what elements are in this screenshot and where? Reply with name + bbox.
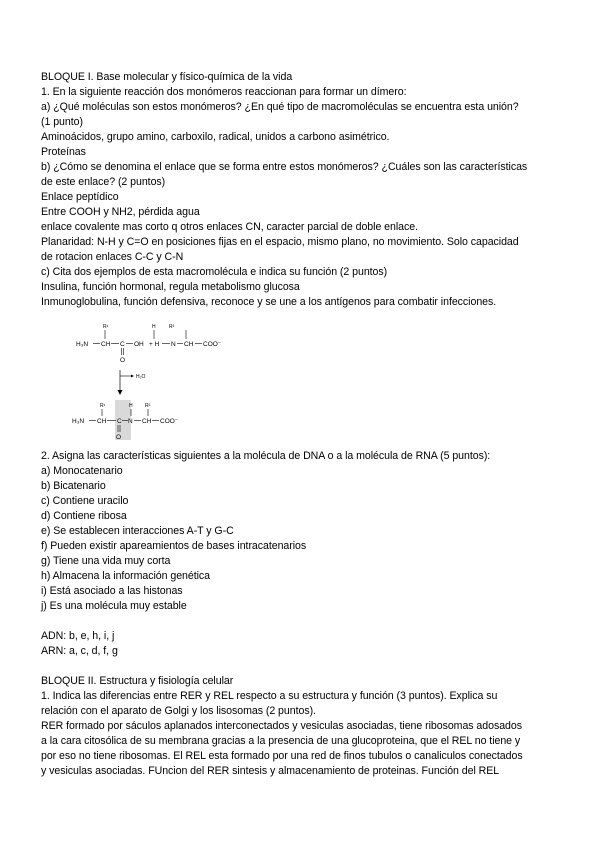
bloque2-question-1-line1: 1. Indica las diferencias entre RER y REL respecto a su estructura y función (3 puntos). Explica su bbox=[41, 690, 498, 702]
answer-1a-line1: Aminoácidos, grupo amino, carboxilo, radical, unidos a carbono asimétrico. bbox=[41, 131, 390, 143]
c-label: C bbox=[117, 418, 122, 425]
r1-label: R¹ bbox=[100, 403, 106, 409]
ch-label: CH bbox=[142, 418, 152, 425]
answer-1a-line2: Proteínas bbox=[41, 146, 86, 158]
answer-1b-line3: enlace covalente mas corto q otros enlaces CN, caracter parcial de doble enlace. bbox=[41, 221, 418, 233]
question-1a-line2: (1 punto) bbox=[41, 116, 83, 128]
h-label: H bbox=[129, 403, 133, 409]
list-item: f) Pueden existir apareamientos de bases intracatenarios bbox=[41, 540, 307, 552]
coo-label: COO⁻ bbox=[160, 418, 179, 425]
bloque2-answer-1-line4: y vesiculas asociadas. FUncion del RER sintesis y almacenamiento de proteinas. Función del REL bbox=[41, 765, 500, 777]
list-item: i) Está asociado a las histonas bbox=[41, 585, 183, 597]
arn-answer: ARN: a, c, d, f, g bbox=[41, 645, 118, 657]
n-label: N bbox=[128, 418, 133, 425]
water-label: H₂O bbox=[136, 374, 146, 380]
answer-1b-line1: Enlace peptídico bbox=[41, 191, 119, 203]
answer-1c-line1: Insulina, función hormonal, regula metabolismo glucosa bbox=[41, 281, 300, 293]
o-label: O bbox=[116, 434, 122, 441]
h-label: H bbox=[152, 324, 156, 330]
r1-label: R¹ bbox=[103, 324, 109, 330]
r2-label: R² bbox=[169, 324, 175, 330]
list-item: c) Contiene uracilo bbox=[41, 495, 129, 507]
adn-answer: ADN: b, e, h, i, j bbox=[41, 630, 115, 642]
h3n-label: H₃N bbox=[72, 418, 85, 425]
bloque2-title: BLOQUE II. Estructura y fisiología celular bbox=[41, 675, 234, 687]
h3n-label: H₃N bbox=[76, 341, 89, 348]
answer-1b-line2: Entre COOH y NH2, pérdida agua bbox=[41, 206, 200, 218]
o-label: O bbox=[120, 357, 126, 364]
n-label: N bbox=[171, 341, 176, 348]
bloque2-question-1-line2: relación con el aparato de Golgi y los lisosomas (2 puntos). bbox=[41, 705, 316, 717]
c-label: C bbox=[120, 341, 125, 348]
coo-label: COO⁻ bbox=[203, 341, 222, 348]
bloque2-answer-1-line1: RER formado por sáculos aplanados interconectados y vesiculas asociadas, tiene ribosomas adosados bbox=[41, 720, 522, 732]
list-item: b) Bicatenario bbox=[41, 480, 106, 492]
bloque2-answer-1-line2: a la cara citosólica de su membrana gracias a la presencia de una glucoproteina, que el REL no tiene y bbox=[41, 735, 521, 747]
answer-1b-line4: Planaridad: N-H y C=O en posiciones fijas en el espacio, mismo plano, no movimiento. Solo capacidad bbox=[41, 236, 519, 248]
question-1c: c) Cita dos ejemplos de esta macromolécula e indica su función (2 puntos) bbox=[41, 266, 388, 278]
list-item: h) Almacena la información genética bbox=[41, 570, 211, 582]
oh-label: OH bbox=[134, 341, 144, 348]
list-item: j) Es una molécula muy estable bbox=[41, 600, 187, 612]
ch-label: CH bbox=[101, 341, 111, 348]
plus-h-label: + H bbox=[149, 341, 160, 348]
answer-1b-line5: de rotacion enlaces C-C y C-N bbox=[41, 251, 184, 263]
peptide-bond-diagram bbox=[70, 318, 270, 444]
ch-label: CH bbox=[184, 341, 194, 348]
question-1b-line1: b) ¿Cómo se denomina el enlace que se forma entre estos monómeros? ¿Cuáles son las características bbox=[41, 161, 528, 173]
list-item: g) Tiene una vida muy corta bbox=[41, 555, 171, 567]
list-item: e) Se establecen interacciones A-T y G-C bbox=[41, 525, 234, 537]
bloque2-answer-1-line3: por eso no tiene ribosomas. El REL esta formado por una red de finos tubulos o canaliculos conectados bbox=[41, 750, 523, 762]
reaction-arrowhead bbox=[118, 390, 123, 395]
answer-1c-line2: Inmunoglobulina, función defensiva, reconoce y se une a los antígenos para combatir infecciones. bbox=[41, 296, 497, 308]
ch-label: CH bbox=[97, 418, 107, 425]
water-arrowhead bbox=[131, 375, 134, 378]
question-1b-line2: de este enlace? (2 puntos) bbox=[41, 176, 166, 188]
bloque1-title: BLOQUE I. Base molecular y físico-química de la vida bbox=[41, 71, 293, 83]
list-item: a) Monocatenario bbox=[41, 465, 123, 477]
question-1-intro: 1. En la siguiente reacción dos monómeros reaccionan para formar un dímero: bbox=[41, 86, 407, 98]
question-2-intro: 2. Asigna las características siguientes a la molécula de DNA o a la molécula de RNA (5 puntos): bbox=[41, 450, 491, 462]
list-item: d) Contiene ribosa bbox=[41, 510, 127, 522]
r2-label: R² bbox=[145, 403, 151, 409]
question-1a-line1: a) ¿Qué moléculas son estos monómeros? ¿En qué tipo de macromoléculas se encuentra esta unión? bbox=[41, 101, 519, 113]
